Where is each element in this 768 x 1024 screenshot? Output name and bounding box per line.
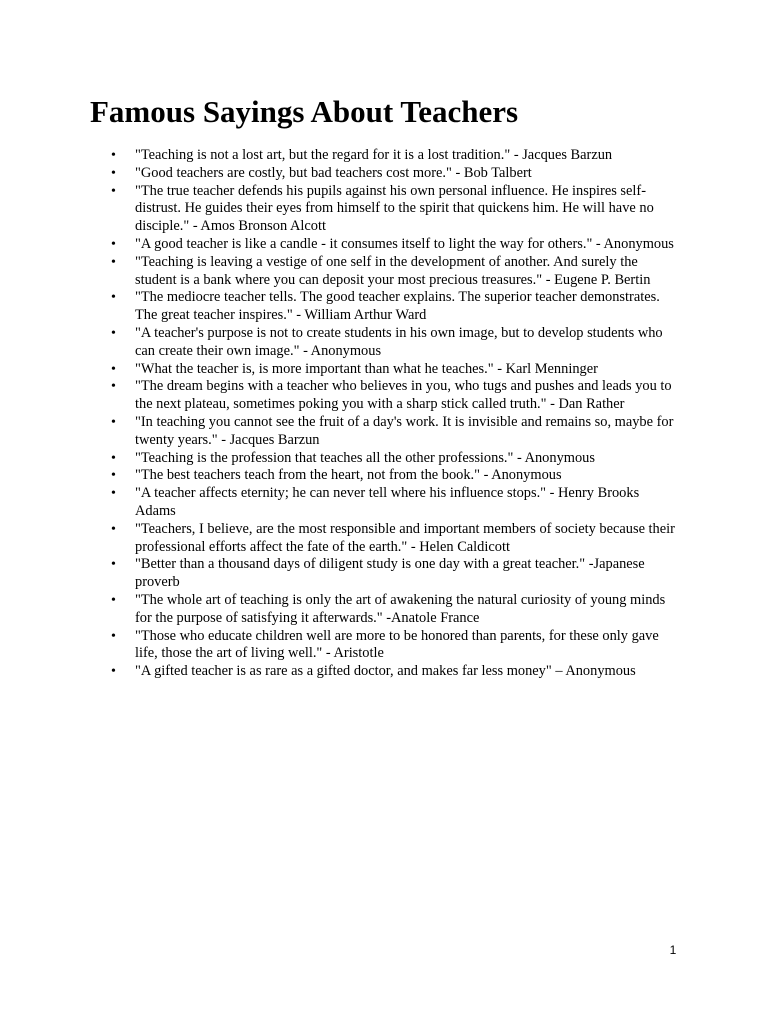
quote-text: "In teaching you cannot see the fruit of a day's work. It is invisible and remains so, maybe for twenty years." - Jacques Barzun [135, 413, 674, 448]
list-item [90, 254, 682, 290]
page-number: 1 [669, 943, 677, 957]
list-item [90, 289, 682, 325]
page-title: Famous Sayings About Teachers [90, 94, 519, 129]
quote-text: "A gifted teacher is as rare as a gifted doctor, and makes far less money" – Anonymous [135, 663, 636, 680]
bullet-icon: • [111, 254, 116, 270]
quote-text: "Good teachers are costly, but bad teachers cost more." - Bob Talbert [135, 164, 532, 181]
list-item [90, 236, 682, 254]
bullet-icon: • [111, 361, 116, 377]
bullet-icon: • [111, 468, 116, 484]
bullet-icon: • [111, 183, 116, 199]
bullet-icon: • [111, 325, 116, 341]
bullet-icon: • [111, 450, 116, 466]
quote-list [90, 147, 682, 681]
quote-text: "The best teachers teach from the heart, not from the book." - Anonymous [135, 467, 562, 484]
bullet-icon: • [111, 664, 116, 680]
bullet-icon: • [111, 592, 116, 608]
quote-text: "Teachers, I believe, are the most responsible and important members of society because their professional efforts affect the fate of the earth." - Helen Caldicott [135, 520, 675, 555]
quote-text: "A teacher's purpose is not to create students in his own image, but to develop students who can create their own image." - Anonymous [135, 324, 663, 359]
quote-text: "The dream begins with a teacher who believes in you, who tugs and pushes and leads you to the next plateau, sometimes poking you with a sharp stick called truth." - Dan Rather [135, 378, 672, 413]
bullet-icon: • [111, 557, 116, 573]
quote-text: "Teaching is leaving a vestige of one self in the development of another. And surely the student is a bank where you can deposit your most precious treasures." - Eugene P. Bertin [135, 253, 651, 288]
bullet-icon: • [111, 236, 116, 252]
bullet-icon: • [111, 521, 116, 537]
list-item [90, 325, 682, 361]
bullet-icon: • [111, 486, 116, 502]
list-item [90, 361, 682, 379]
bullet-icon: • [111, 414, 116, 430]
list-item [90, 450, 682, 468]
bullet-icon: • [111, 165, 116, 181]
list-item [90, 378, 682, 414]
list-item [90, 556, 682, 592]
quote-text: "What the teacher is, is more important than what he teaches." - Karl Menninger [135, 360, 598, 377]
list-item [90, 663, 682, 681]
list-item [90, 183, 682, 236]
quote-text: "The whole art of teaching is only the art of awakening the natural curiosity of young minds for the purpose of satisfying it afterwards." -Anatole France [135, 591, 666, 626]
list-item [90, 467, 682, 485]
list-item [90, 521, 682, 557]
bullet-icon: • [111, 628, 116, 644]
list-item [90, 592, 682, 628]
quote-text: "A teacher affects eternity; he can never tell where his influence stops." - Henry Brooks Adams [135, 485, 640, 519]
bullet-icon: • [111, 379, 116, 395]
quote-text: "Those who educate children well are more to be honored than parents, for these only gave life, those the art of living well." - Aristotle [135, 627, 659, 662]
quote-text: "Teaching is the profession that teaches all the other professions." - Anonymous [135, 449, 595, 466]
quote-text: "The true teacher defends his pupils against his own personal influence. He inspires self-distrust. He guides their eyes from himself to the spirit that quickens him. He will have no disciple." - Amos Bronson Alcott [135, 182, 654, 235]
quote-text: "Better than a thousand days of diligent study is one day with a great teacher." -Japanese proverb [135, 556, 645, 591]
bullet-icon: • [111, 148, 116, 163]
list-item [90, 628, 682, 664]
quote-text: "A good teacher is like a candle - it consumes itself to light the way for others." - Anonymous [135, 235, 674, 252]
list-item [90, 414, 682, 450]
list-item [90, 485, 682, 521]
bullet-icon: • [111, 290, 116, 306]
quote-text: "The mediocre teacher tells. The good teacher explains. The superior teacher demonstrates. The great teacher inspires." - William Arthur Ward [135, 289, 660, 324]
list-item [90, 147, 682, 165]
quote-text: "Teaching is not a lost art, but the regard for it is a lost tradition." - Jacques Barzun [135, 147, 613, 163]
list-item [90, 165, 682, 183]
